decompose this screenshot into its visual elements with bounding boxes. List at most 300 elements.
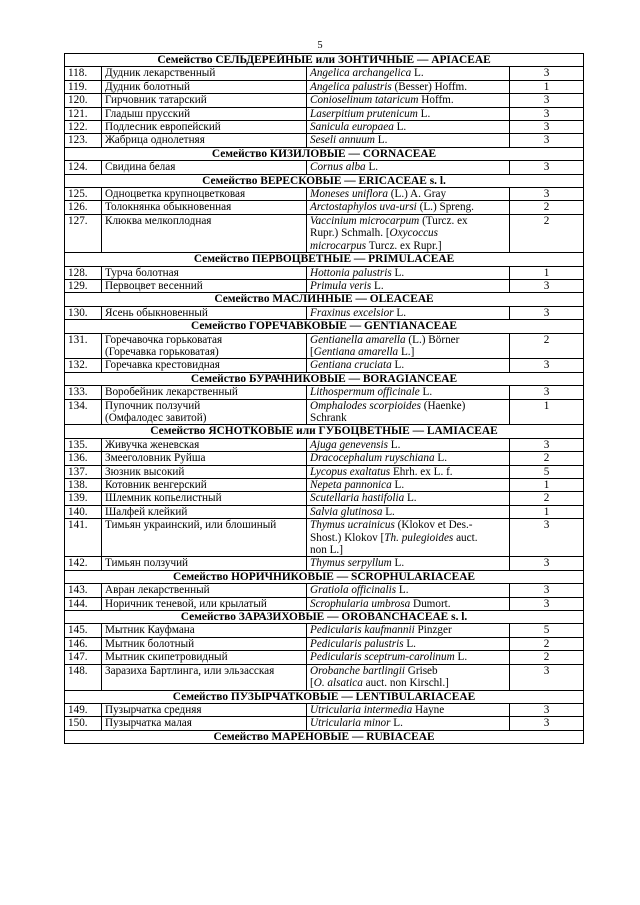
species-number-cell: 140.	[65, 505, 102, 518]
russian-name-cell	[102, 359, 307, 372]
latin-name-italic: Pedicularis palustris	[310, 637, 404, 650]
species-row	[65, 452, 584, 465]
latin-author: L.	[411, 67, 424, 80]
species-row	[65, 597, 584, 610]
latin-name-italic: Ajuga genevensis	[310, 438, 388, 451]
latin-name-italic: Scutellaria hastifolia	[310, 492, 405, 505]
latin-author: Hayne	[412, 703, 445, 716]
status-category-cell: 3	[510, 703, 584, 716]
russian-name-line: Толокнянка обыкновенная	[105, 201, 232, 214]
status-category-cell: 2	[510, 651, 584, 664]
russian-name-line: Котовник венгерский	[105, 479, 207, 491]
latin-name-italic: Scrophularia umbrosa	[310, 597, 411, 610]
species-number-cell: 125.	[65, 188, 102, 201]
russian-name-line: Шалфей клейкий	[105, 505, 188, 518]
species-row	[65, 651, 584, 664]
species-row	[65, 121, 584, 134]
russian-name-cell	[102, 399, 307, 425]
russian-name-cell	[102, 557, 307, 570]
latin-author: Pinzger	[414, 624, 452, 637]
russian-name-cell	[102, 717, 307, 730]
russian-name-cell	[102, 637, 307, 650]
latin-name-cell	[307, 107, 510, 120]
status-category-cell: 3	[510, 664, 584, 690]
species-row	[65, 80, 584, 93]
family-header-row	[65, 425, 584, 438]
species-row	[65, 717, 584, 730]
status-category-cell: 2	[510, 492, 584, 505]
status-category-cell: 3	[510, 94, 584, 107]
latin-author: L.	[374, 134, 388, 147]
latin-name-italic: Thymus serpyllum	[310, 557, 392, 570]
russian-name-line: Дудник лекарственный	[105, 67, 216, 80]
latin-name-cell	[307, 188, 510, 201]
russian-name-cell	[102, 664, 307, 690]
species-number-cell: 144.	[65, 597, 102, 610]
latin-name-italic: Lithospermum officinale	[310, 386, 420, 399]
family-name-ru: Семейство ЯСНОТКОВЫЕ или ГУБОЦВЕТНЫЕ —	[150, 425, 427, 438]
latin-name-cell	[307, 505, 510, 518]
russian-name-line: Змееголовник Руйша	[105, 452, 206, 465]
latin-name-italic: Moneses uniflora	[310, 188, 388, 201]
latin-author: L.	[390, 717, 403, 730]
latin-author: L.]	[398, 345, 415, 358]
russian-name-cell	[102, 333, 307, 359]
family-name-ru: Семейство ПЕРВОЦВЕТНЫЕ —	[193, 253, 369, 266]
family-name-latin: LENTIBULARIACEAE	[355, 690, 476, 703]
species-number-cell: 136.	[65, 452, 102, 465]
status-category-cell: 3	[510, 67, 584, 80]
latin-name-cell	[307, 584, 510, 597]
latin-name-italic: Angelica palustris	[310, 80, 392, 93]
latin-author: L.	[371, 279, 384, 292]
species-number-cell: 147.	[65, 651, 102, 664]
latin-name-cell	[307, 386, 510, 399]
latin-name-cell	[307, 637, 510, 650]
latin-author: L.	[393, 121, 407, 134]
status-category-cell: 2	[510, 333, 584, 359]
family-name-ru: Семейство ПУЗЫРЧАТКОВЫЕ —	[172, 690, 356, 703]
species-row	[65, 637, 584, 650]
latin-author: Hoffm.	[418, 94, 454, 107]
russian-name-line: Авран лекарственный	[105, 584, 210, 597]
species-row	[65, 279, 584, 292]
family-name-ru: Семейство МАРЕНОВЫЕ —	[213, 730, 367, 743]
russian-name-cell	[102, 386, 307, 399]
russian-name-cell	[102, 584, 307, 597]
species-row	[65, 359, 584, 372]
species-row	[65, 664, 584, 690]
status-category-cell: 5	[510, 624, 584, 637]
russian-name-line: Живучка женевская	[105, 438, 200, 451]
species-row	[65, 386, 584, 399]
page-number: 5	[317, 40, 323, 51]
species-number-cell: 128.	[65, 266, 102, 279]
latin-name-cell	[307, 438, 510, 451]
family-name-latin: GENTIANACEAE	[363, 320, 457, 333]
russian-name-cell	[102, 266, 307, 279]
russian-name-cell	[102, 188, 307, 201]
latin-author: (Besser) Hoffm.	[391, 80, 468, 93]
species-row	[65, 214, 584, 252]
latin-author: L.	[393, 306, 407, 319]
latin-name-italic: Pedicularis kaufmannii	[310, 624, 415, 637]
russian-name-cell	[102, 492, 307, 505]
family-name-latin: APIACEAE	[431, 54, 491, 66]
status-category-cell: 3	[510, 386, 584, 399]
species-row	[65, 94, 584, 107]
latin-name-cell	[307, 465, 510, 478]
family-header-row	[65, 147, 584, 160]
species-number-cell: 142.	[65, 557, 102, 570]
species-number-cell: 135.	[65, 438, 102, 451]
latin-name-italic: Dracocephalum ruyschiana	[310, 452, 435, 465]
latin-name-italic: Th. pulegioides	[384, 531, 454, 544]
species-number-cell: 129.	[65, 279, 102, 292]
species-row	[65, 266, 584, 279]
status-category-cell: 1	[510, 80, 584, 93]
latin-name-italic: microcarpus	[310, 239, 367, 252]
latin-author: (Klokov et Des.-	[394, 519, 473, 532]
species-number-cell: 118.	[65, 67, 102, 80]
family-header-row	[65, 611, 584, 624]
latin-author: L.	[391, 479, 405, 491]
species-number-cell: 127.	[65, 214, 102, 252]
species-row	[65, 333, 584, 359]
latin-author: (Turcz. ex	[419, 214, 468, 227]
latin-name-cell	[307, 664, 510, 690]
latin-author: auct. non Kirschl.]	[362, 677, 449, 690]
latin-author: L.	[404, 492, 417, 505]
latin-author: (Haenke)	[420, 399, 466, 412]
species-number-cell: 143.	[65, 584, 102, 597]
russian-name-line: Дудник болотный	[105, 80, 190, 93]
family-name-ru: Семейство НОРИЧНИКОВЫЕ —	[173, 570, 351, 583]
family-header-row	[65, 690, 584, 703]
status-category-cell: 3	[510, 161, 584, 174]
status-category-cell: 3	[510, 134, 584, 147]
status-category-cell: 1	[510, 266, 584, 279]
latin-author: [	[310, 677, 314, 690]
species-row	[65, 519, 584, 557]
family-name-latin: OROBANCHACEAE s. l.	[341, 611, 468, 624]
latin-name-italic: Gratiola officinalis	[310, 584, 397, 597]
species-row	[65, 492, 584, 505]
status-category-cell: 2	[510, 214, 584, 252]
status-category-cell: 1	[510, 505, 584, 518]
russian-name-cell	[102, 94, 307, 107]
latin-name-cell	[307, 597, 510, 610]
species-number-cell: 121.	[65, 107, 102, 120]
latin-name-italic: Laserpitium prutenicum	[310, 107, 418, 120]
family-header-row	[65, 174, 584, 187]
latin-name-italic: Angelica archangelica	[310, 67, 412, 80]
russian-name-cell	[102, 597, 307, 610]
latin-author: L.	[403, 637, 416, 650]
latin-name-cell	[307, 121, 510, 134]
status-category-cell: 2	[510, 201, 584, 214]
russian-name-cell	[102, 214, 307, 252]
family-name-cell	[65, 54, 584, 67]
russian-name-line: Норичник теневой, или крылатый	[105, 597, 267, 610]
species-row	[65, 107, 584, 120]
latin-name-cell	[307, 703, 510, 716]
family-name-cell	[65, 147, 584, 160]
family-name-cell	[65, 320, 584, 333]
latin-name-cell	[307, 651, 510, 664]
russian-name-line: Зюзник высокий	[105, 465, 185, 478]
family-name-ru: Семейство ЗАРАЗИХОВЫЕ —	[180, 611, 342, 624]
russian-name-line: (Омфалодес завитой)	[105, 411, 207, 424]
species-row	[65, 201, 584, 214]
species-row	[65, 584, 584, 597]
russian-name-cell	[102, 161, 307, 174]
family-name-cell	[65, 174, 584, 187]
status-category-cell: 3	[510, 597, 584, 610]
russian-name-cell	[102, 505, 307, 518]
status-category-cell: 2	[510, 452, 584, 465]
latin-name-italic: Utricularia minor	[310, 717, 391, 730]
russian-name-cell	[102, 201, 307, 214]
latin-name-italic: Hottonia palustris	[310, 266, 392, 279]
latin-author: (L.) Börner	[405, 333, 460, 346]
latin-author: L.	[419, 386, 433, 399]
latin-name-italic: Conioselinum tataricum	[310, 94, 419, 107]
species-number-cell: 138.	[65, 479, 102, 492]
russian-name-cell	[102, 134, 307, 147]
species-row	[65, 399, 584, 425]
russian-name-line: Свидина белая	[105, 161, 176, 174]
family-name-cell	[65, 293, 584, 306]
latin-name-cell	[307, 134, 510, 147]
latin-name-cell	[307, 557, 510, 570]
species-table-body	[65, 54, 584, 744]
russian-name-cell	[102, 107, 307, 120]
family-header-row	[65, 570, 584, 583]
latin-name-italic: Orobanche bartlingii	[310, 664, 405, 677]
latin-name-cell	[307, 94, 510, 107]
species-number-cell: 131.	[65, 333, 102, 359]
family-name-ru: Семейство СЕЛЬДЕРЕЙНЫЕ или ЗОНТИЧНЫЕ —	[157, 54, 432, 66]
species-number-cell: 124.	[65, 161, 102, 174]
species-number-cell: 137.	[65, 465, 102, 478]
russian-name-line: Горечавочка горьковатая	[105, 333, 223, 346]
russian-name-line: Одноцветка крупноцветковая	[105, 188, 246, 201]
status-category-cell: 3	[510, 557, 584, 570]
family-name-cell	[65, 690, 584, 703]
latin-name-italic: Cornus alba	[310, 161, 366, 174]
species-row	[65, 161, 584, 174]
family-name-ru: Семейство БУРАЧНИКОВЫЕ —	[190, 372, 363, 385]
latin-name-italic: Oxycoccus	[389, 227, 438, 240]
species-number-cell: 149.	[65, 703, 102, 716]
russian-name-line: Горечавка крестовидная	[105, 359, 220, 372]
russian-name-line: Мытник болотный	[105, 637, 195, 650]
status-category-cell: 3	[510, 188, 584, 201]
latin-name-cell	[307, 266, 510, 279]
family-header-row	[65, 320, 584, 333]
species-row	[65, 438, 584, 451]
status-category-cell: 3	[510, 519, 584, 557]
species-number-cell: 123.	[65, 134, 102, 147]
latin-author: Shost.) Klokov [	[310, 531, 385, 544]
latin-name-italic: Pedicularis sceptrum-carolinum	[310, 651, 455, 664]
russian-name-line: Гладыш прусский	[105, 107, 191, 120]
latin-name-cell	[307, 279, 510, 292]
russian-name-cell	[102, 624, 307, 637]
latin-name-cell	[307, 359, 510, 372]
family-name-ru: Семейство МАСЛИННЫЕ —	[214, 293, 370, 306]
status-category-cell: 3	[510, 438, 584, 451]
species-row	[65, 703, 584, 716]
species-number-cell: 148.	[65, 664, 102, 690]
status-category-cell: 3	[510, 717, 584, 730]
latin-name-cell	[307, 161, 510, 174]
latin-name-italic: O. alsatica	[313, 677, 363, 690]
russian-name-line: Мытник скипетровидный	[105, 651, 228, 664]
latin-name-cell	[307, 201, 510, 214]
russian-name-cell	[102, 703, 307, 716]
status-category-cell: 3	[510, 584, 584, 597]
family-name-latin: RUBIACEAE	[366, 730, 435, 743]
latin-name-italic: Fraxinus excelsior	[310, 306, 394, 319]
latin-author: L.	[391, 359, 405, 372]
russian-name-line: Пупочник ползучий	[105, 399, 201, 412]
family-name-ru: Семейство КИЗИЛОВЫЕ —	[211, 147, 363, 160]
latin-name-italic: Nepeta pannonica	[310, 479, 392, 491]
russian-name-line: Гирчовник татарский	[105, 94, 207, 107]
species-row	[65, 134, 584, 147]
russian-name-cell	[102, 80, 307, 93]
species-number-cell: 139.	[65, 492, 102, 505]
latin-author: L.	[434, 452, 448, 465]
family-name-cell	[65, 570, 584, 583]
latin-name-italic: Omphalodes scorpioides	[310, 399, 421, 412]
species-number-cell: 120.	[65, 94, 102, 107]
species-row	[65, 188, 584, 201]
latin-author: L.	[382, 505, 395, 518]
russian-name-line: Ясень обыкновенный	[105, 306, 208, 319]
latin-author: L.	[417, 107, 431, 120]
family-name-ru: Семейство ГОРЕЧАВКОВЫЕ —	[191, 320, 364, 333]
russian-name-line: Тимьян украинский, или блошиный	[105, 519, 277, 532]
status-category-cell: 1	[510, 479, 584, 492]
species-number-cell: 130.	[65, 306, 102, 319]
latin-name-italic: Gentianella amarella	[310, 333, 406, 346]
family-header-row	[65, 372, 584, 385]
latin-name-italic: Thymus ucrainicus	[310, 519, 395, 532]
latin-name-cell	[307, 717, 510, 730]
latin-author: Dumort.	[410, 597, 451, 610]
russian-name-line: Заразиха Бартлинга, или эльзасская	[105, 664, 275, 677]
family-header-row	[65, 730, 584, 743]
russian-name-cell	[102, 438, 307, 451]
russian-name-line: Турча болотная	[105, 266, 179, 279]
status-category-cell: 3	[510, 279, 584, 292]
species-row	[65, 505, 584, 518]
latin-name-italic: Gentiana amarella	[313, 345, 399, 358]
species-number-cell: 126.	[65, 201, 102, 214]
russian-name-line: (Горечавка горьковатая)	[105, 345, 219, 358]
russian-name-cell	[102, 306, 307, 319]
latin-author: L.	[387, 438, 401, 451]
latin-name-cell	[307, 452, 510, 465]
latin-author: Griseb	[404, 664, 438, 677]
family-name-cell	[65, 730, 584, 743]
russian-name-cell	[102, 465, 307, 478]
species-row	[65, 306, 584, 319]
russian-name-cell	[102, 279, 307, 292]
latin-author: Turcz. ex Rupr.]	[366, 239, 442, 252]
latin-name-cell	[307, 519, 510, 557]
latin-name-italic: Primula veris	[310, 279, 372, 292]
status-category-cell: 3	[510, 107, 584, 120]
family-header-row	[65, 293, 584, 306]
latin-author: L.	[454, 651, 468, 664]
family-name-cell	[65, 372, 584, 385]
family-name-latin: BORAGIANCEAE	[362, 372, 458, 385]
latin-name-cell	[307, 479, 510, 492]
species-number-cell: 146.	[65, 637, 102, 650]
latin-author: L.	[365, 161, 379, 174]
russian-name-cell	[102, 121, 307, 134]
latin-author: [	[310, 345, 314, 358]
latin-author: (L.) Spreng.	[416, 201, 474, 214]
latin-author: Schrank	[310, 411, 347, 424]
latin-author: L.	[396, 584, 409, 597]
status-category-cell: 5	[510, 465, 584, 478]
species-number-cell: 122.	[65, 121, 102, 134]
latin-name-italic: Sanicula europaea	[310, 121, 394, 134]
russian-name-line: Жабрица однолетняя	[105, 134, 205, 147]
status-category-cell: 2	[510, 637, 584, 650]
latin-name-italic: Seseli annuum	[310, 134, 375, 147]
russian-name-cell	[102, 519, 307, 557]
latin-name-italic: Arctostaphylos uva-ursi	[310, 201, 417, 214]
latin-name-cell	[307, 333, 510, 359]
latin-name-cell	[307, 67, 510, 80]
russian-name-cell	[102, 651, 307, 664]
russian-name-cell	[102, 479, 307, 492]
family-name-latin: OLEACEAE	[369, 293, 434, 306]
latin-name-cell	[307, 624, 510, 637]
family-name-latin: ERICACEAE s. l.	[358, 174, 446, 187]
species-row	[65, 67, 584, 80]
russian-name-line: Тимьян ползучий	[105, 557, 189, 570]
family-name-latin: LAMIACEAE	[426, 425, 498, 438]
latin-name-italic: Vaccinium microcarpum	[310, 214, 420, 227]
latin-author: (L.) A. Gray	[388, 188, 447, 201]
latin-name-italic: Gentiana cruciata	[310, 359, 392, 372]
russian-name-cell	[102, 67, 307, 80]
family-name-latin: SCROPHULARIACEAE	[350, 570, 476, 583]
family-name-ru: Семейство ВЕРЕСКОВЫЕ —	[202, 174, 359, 187]
latin-author: L.	[391, 266, 405, 279]
latin-author: L.	[391, 557, 405, 570]
species-number-cell: 150.	[65, 717, 102, 730]
latin-name-cell	[307, 80, 510, 93]
latin-author: auct.	[453, 531, 478, 544]
species-row	[65, 557, 584, 570]
latin-author: Ehrh. ex L. f.	[390, 465, 453, 478]
species-number-cell: 134.	[65, 399, 102, 425]
latin-author: non L.]	[310, 544, 343, 557]
status-category-cell: 3	[510, 359, 584, 372]
status-category-cell: 1	[510, 399, 584, 425]
family-header-row	[65, 54, 584, 67]
family-name-cell	[65, 611, 584, 624]
species-row	[65, 624, 584, 637]
